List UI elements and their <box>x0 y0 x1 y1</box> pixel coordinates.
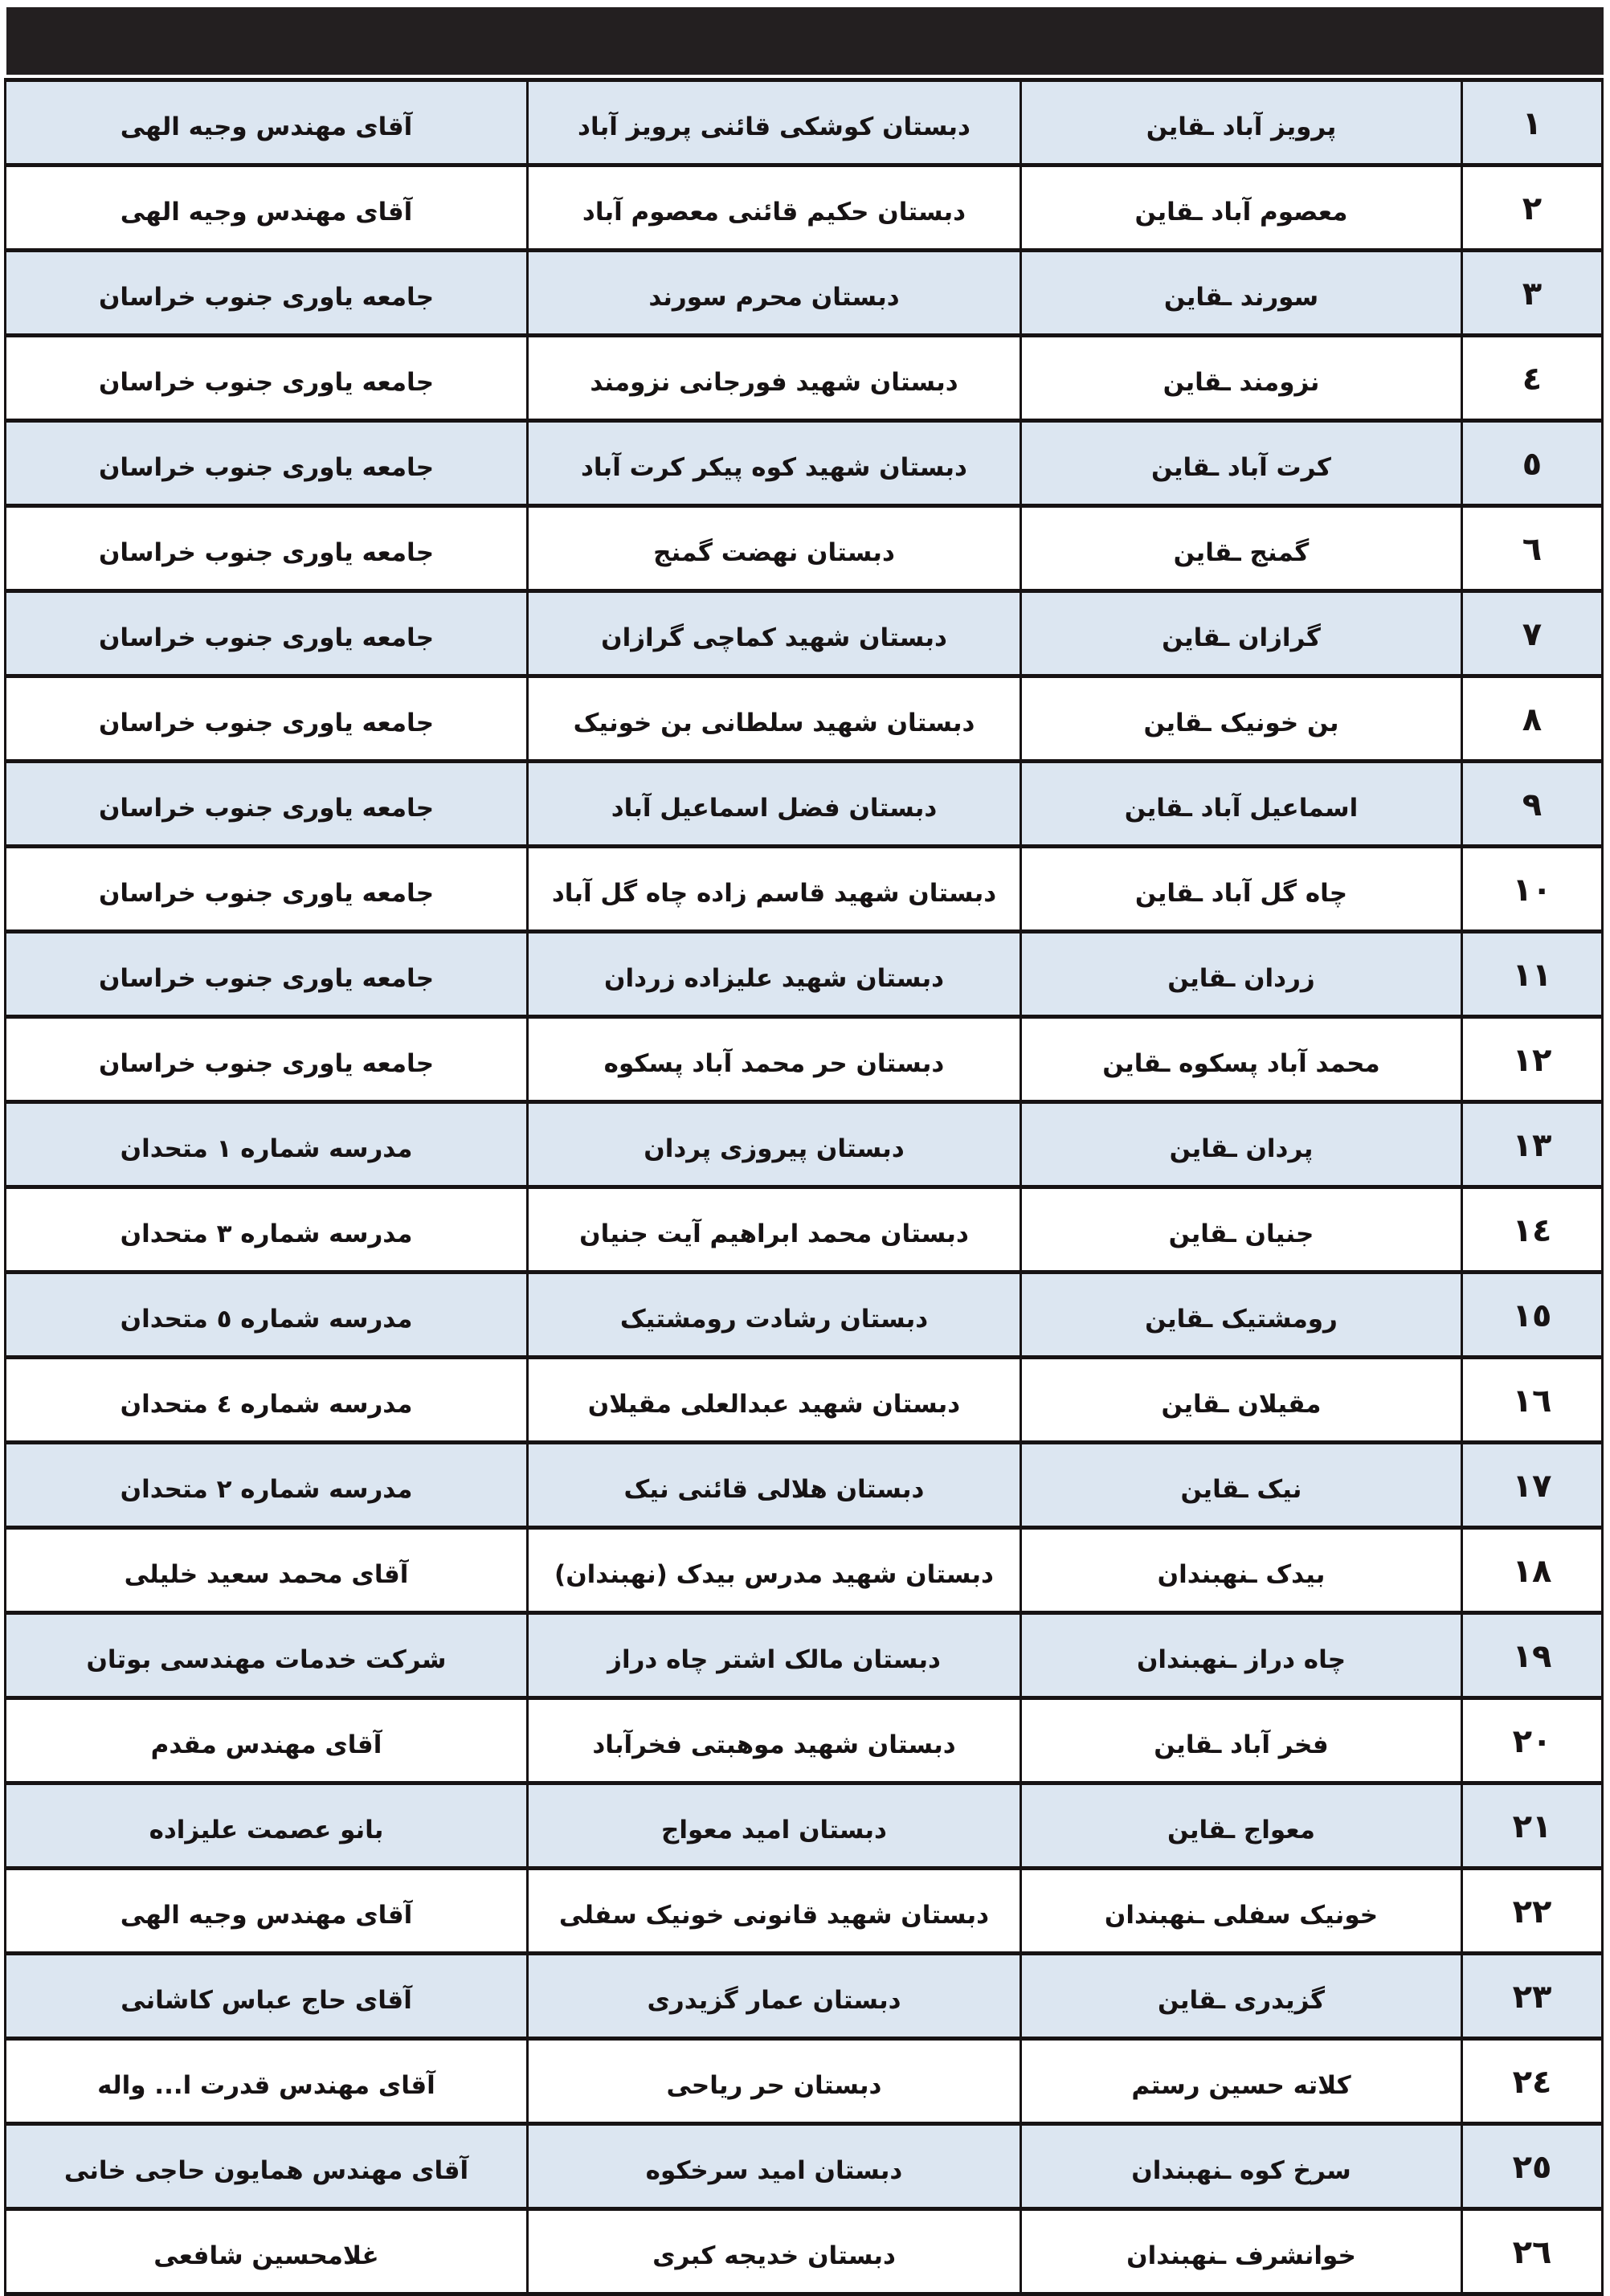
cell-number: ١٨ <box>1462 1528 1603 1613</box>
cell-location: جنیان ـقاین <box>1021 1187 1462 1273</box>
cell-number: ١٠ <box>1462 847 1603 932</box>
cell-sponsor: بانو عصمت علیزاده <box>6 1783 528 1869</box>
table-row <box>6 506 1603 591</box>
cell-number: ٧ <box>1462 591 1603 676</box>
table-row <box>6 676 1603 762</box>
cell-number: ١٢ <box>1462 1017 1603 1102</box>
cell-location: کرت آباد ـقاین <box>1021 421 1462 506</box>
cell-location: معصوم آباد ـقاین <box>1021 165 1462 251</box>
table-row <box>6 1954 1603 2039</box>
cell-location: سرخ کوه ـنهبندان <box>1021 2124 1462 2209</box>
cell-school: دبستان خدیجه کبری <box>528 2209 1021 2294</box>
table-row <box>6 251 1603 336</box>
table-row <box>6 336 1603 421</box>
cell-location: پردان ـقاین <box>1021 1102 1462 1187</box>
cell-school: دبستان محرم سورند <box>528 251 1021 336</box>
cell-sponsor: مدرسه شماره ٣ متحدان <box>6 1187 528 1273</box>
cell-number: ٤ <box>1462 336 1603 421</box>
cell-number: ٢٥ <box>1462 2124 1603 2209</box>
cell-school: دبستان شهید کماچی گرازان <box>528 591 1021 676</box>
cell-location: فخر آباد ـقاین <box>1021 1698 1462 1783</box>
cell-sponsor: غلامحسین شافعی <box>6 2209 528 2294</box>
table-row <box>6 1017 1603 1102</box>
cell-school: دبستان عمار گزیدری <box>528 1954 1021 2039</box>
cell-sponsor: آقای مهندس قدرت ا... واله <box>6 2039 528 2124</box>
cell-school: دبستان هلالی قائنی نیک <box>528 1443 1021 1528</box>
cell-number: ١٦ <box>1462 1358 1603 1443</box>
table-row <box>6 80 1603 165</box>
cell-number: ١٤ <box>1462 1187 1603 1273</box>
cell-school: دبستان مالک اشتر چاه دراز <box>528 1613 1021 1698</box>
cell-location: نیک ـقاین <box>1021 1443 1462 1528</box>
table-row <box>6 932 1603 1017</box>
table-row <box>6 1102 1603 1187</box>
cell-location: زردان ـقاین <box>1021 932 1462 1017</box>
cell-number: ٢ <box>1462 165 1603 251</box>
cell-school: دبستان محمد ابراهیم آیت جنیان <box>528 1187 1021 1273</box>
table-row <box>6 1698 1603 1783</box>
cell-sponsor: مدرسه شماره ٤ متحدان <box>6 1358 528 1443</box>
cell-school: دبستان شهید فورجانی نزومند <box>528 336 1021 421</box>
header-bar <box>6 7 1604 75</box>
cell-sponsor: مدرسه شماره ٢ متحدان <box>6 1443 528 1528</box>
cell-number: ١ <box>1462 80 1603 165</box>
cell-location: چاه دراز ـنهبندان <box>1021 1613 1462 1698</box>
table-row <box>6 421 1603 506</box>
cell-number: ١١ <box>1462 932 1603 1017</box>
table-row <box>6 165 1603 251</box>
cell-sponsor: آقای حاج عباس کاشانی <box>6 1954 528 2039</box>
cell-number: ٢٦ <box>1462 2209 1603 2294</box>
cell-school: دبستان فضل اسماعیل آباد <box>528 762 1021 847</box>
cell-sponsor: مدرسه شماره ١ متحدان <box>6 1102 528 1187</box>
cell-school: دبستان رشادت رومشتیک <box>528 1273 1021 1358</box>
cell-sponsor: جامعه یاوری جنوب خراسان <box>6 762 528 847</box>
cell-location: خونیک سفلی ـنهبندان <box>1021 1869 1462 1954</box>
cell-school: دبستان حر ریاحی <box>528 2039 1021 2124</box>
cell-school: دبستان شهید کوه پیکر کرت آباد <box>528 421 1021 506</box>
cell-sponsor: شرکت خدمات مهندسی بوتان <box>6 1613 528 1698</box>
cell-number: ٦ <box>1462 506 1603 591</box>
cell-sponsor: جامعه یاوری جنوب خراسان <box>6 1017 528 1102</box>
cell-location: بن خونیک ـقاین <box>1021 676 1462 762</box>
cell-sponsor: جامعه یاوری جنوب خراسان <box>6 847 528 932</box>
cell-number: ١٣ <box>1462 1102 1603 1187</box>
cell-school: دبستان شهید قاسم زاده چاه گل آباد <box>528 847 1021 932</box>
cell-location: معواج ـقاین <box>1021 1783 1462 1869</box>
cell-location: نزومند ـقاین <box>1021 336 1462 421</box>
cell-number: ١٥ <box>1462 1273 1603 1358</box>
table-body <box>6 80 1603 2294</box>
cell-sponsor: جامعه یاوری جنوب خراسان <box>6 251 528 336</box>
cell-number: ١٩ <box>1462 1613 1603 1698</box>
cell-number: ٨ <box>1462 676 1603 762</box>
cell-sponsor: آقای مهندس وجیه الهی <box>6 1869 528 1954</box>
cell-school: دبستان امید سرخکوه <box>528 2124 1021 2209</box>
cell-school: دبستان کوشکی قائنی پرویز آباد <box>528 80 1021 165</box>
cell-number: ٢٠ <box>1462 1698 1603 1783</box>
table-row <box>6 847 1603 932</box>
cell-number: ٢١ <box>1462 1783 1603 1869</box>
cell-school: دبستان امید معواج <box>528 1783 1021 1869</box>
cell-location: چاه گل آباد ـقاین <box>1021 847 1462 932</box>
cell-location: سورند ـقاین <box>1021 251 1462 336</box>
table-row <box>6 591 1603 676</box>
cell-school: دبستان حر محمد آباد پسکوه <box>528 1017 1021 1102</box>
cell-location: رومشتیک ـقاین <box>1021 1273 1462 1358</box>
cell-number: ٩ <box>1462 762 1603 847</box>
cell-sponsor: جامعه یاوری جنوب خراسان <box>6 932 528 1017</box>
cell-location: بیدک ـنهبندان <box>1021 1528 1462 1613</box>
cell-sponsor: آقای مهندس مقدم <box>6 1698 528 1783</box>
table-row <box>6 1613 1603 1698</box>
cell-school: دبستان شهید قانونی خونیک سفلی <box>528 1869 1021 1954</box>
table-row <box>6 1187 1603 1273</box>
cell-location: گزیدری ـقاین <box>1021 1954 1462 2039</box>
cell-number: ٢٢ <box>1462 1869 1603 1954</box>
cell-location: گرازان ـقاین <box>1021 591 1462 676</box>
cell-sponsor: آقای مهندس وجیه الهی <box>6 165 528 251</box>
table-row <box>6 1869 1603 1954</box>
table-row <box>6 1528 1603 1613</box>
cell-number: ٢٣ <box>1462 1954 1603 2039</box>
cell-number: ٢٤ <box>1462 2039 1603 2124</box>
cell-location: خوانشرف ـنهبندان <box>1021 2209 1462 2294</box>
cell-school: دبستان شهید عبدالعلی مقیلان <box>528 1358 1021 1443</box>
cell-sponsor: جامعه یاوری جنوب خراسان <box>6 676 528 762</box>
cell-location: پرویز آباد ـقاین <box>1021 80 1462 165</box>
table-row <box>6 1358 1603 1443</box>
cell-school: دبستان شهید موهبتی فخرآباد <box>528 1698 1021 1783</box>
cell-location: اسماعیل آباد ـقاین <box>1021 762 1462 847</box>
table-row <box>6 1443 1603 1528</box>
cell-school: دبستان حکیم قائنی معصوم آباد <box>528 165 1021 251</box>
cell-school: دبستان شهید سلطانی بن خونیک <box>528 676 1021 762</box>
cell-sponsor: آقای محمد سعید خلیلی <box>6 1528 528 1613</box>
cell-school: دبستان شهید علیزاده زردان <box>528 932 1021 1017</box>
cell-number: ١٧ <box>1462 1443 1603 1528</box>
table-row <box>6 1783 1603 1869</box>
cell-sponsor: جامعه یاوری جنوب خراسان <box>6 421 528 506</box>
cell-school: دبستان پیروزی پردان <box>528 1102 1021 1187</box>
table-row <box>6 2124 1603 2209</box>
cell-sponsor: جامعه یاوری جنوب خراسان <box>6 591 528 676</box>
cell-school: دبستان شهید مدرس بیدک (نهبندان) <box>528 1528 1021 1613</box>
cell-location: گمنج ـقاین <box>1021 506 1462 591</box>
cell-location: محمد آباد پسکوه ـقاین <box>1021 1017 1462 1102</box>
cell-location: کلاته حسین رستم <box>1021 2039 1462 2124</box>
cell-location: مقیلان ـقاین <box>1021 1358 1462 1443</box>
cell-number: ٣ <box>1462 251 1603 336</box>
cell-sponsor: جامعه یاوری جنوب خراسان <box>6 506 528 591</box>
table-row <box>6 2039 1603 2124</box>
cell-sponsor: مدرسه شماره ٥ متحدان <box>6 1273 528 1358</box>
cell-sponsor: جامعه یاوری جنوب خراسان <box>6 336 528 421</box>
cell-number: ٥ <box>1462 421 1603 506</box>
table-row <box>6 762 1603 847</box>
table-row <box>6 1273 1603 1358</box>
cell-sponsor: آقای مهندس همایون حاجی خانی <box>6 2124 528 2209</box>
schools-table <box>4 78 1604 2296</box>
cell-school: دبستان نهضت گمنج <box>528 506 1021 591</box>
table-row <box>6 2209 1603 2294</box>
cell-sponsor: آقای مهندس وجیه الهی <box>6 80 528 165</box>
